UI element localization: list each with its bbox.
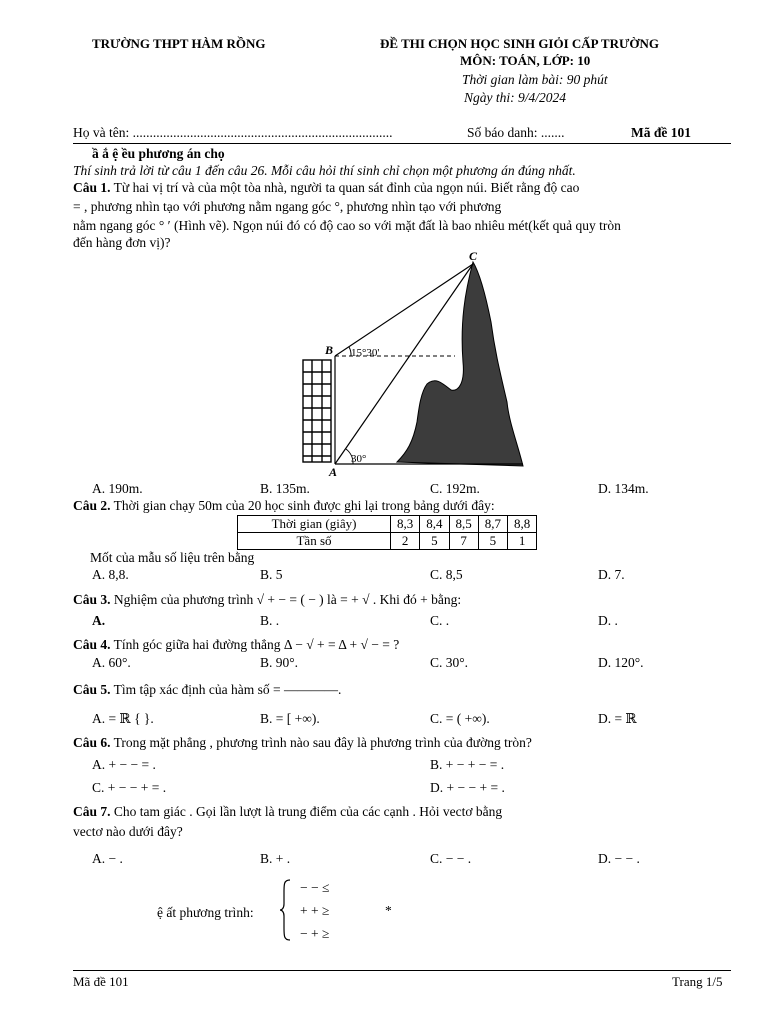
- q6-option-a[interactable]: A. + − − = .: [92, 757, 156, 772]
- table-cell: 5: [478, 533, 507, 550]
- table-row: [238, 516, 537, 533]
- divider-top: [73, 143, 731, 144]
- q1-option-c[interactable]: C. 192m.: [430, 481, 480, 496]
- q1-line3: nằm ngang góc ° ′ (Hình vẽ). Ngọn núi đó có độ cao so với mặt đất là bao nhiêu mét(kết quả quy tròn: [73, 218, 621, 233]
- q8-system-line2: + + ≥: [300, 903, 330, 918]
- q2-table: [237, 515, 537, 550]
- q6-option-b[interactable]: B. + − + − = .: [430, 757, 505, 772]
- q3-option-b[interactable]: B. .: [260, 613, 280, 628]
- q8-star: *: [385, 903, 392, 918]
- name-field-label: Họ và tên: .............................................................................: [73, 125, 393, 140]
- q5-option-d[interactable]: D. = ℝ: [598, 711, 637, 726]
- exam-date: Ngày thi: 9/4/2024: [464, 90, 566, 105]
- table-cell: 5: [420, 533, 449, 550]
- q2-option-c[interactable]: C. 8,5: [430, 567, 463, 582]
- q7-option-a[interactable]: A. − .: [92, 851, 123, 866]
- q7-line2: vectơ nào dưới đây?: [73, 824, 183, 839]
- q1-option-b[interactable]: B. 135m.: [260, 481, 310, 496]
- q4-text: Câu 4. Tính góc giữa hai đường thẳng Δ − √ + = Δ + √ − = ?: [73, 637, 400, 652]
- q3-option-d[interactable]: D. .: [598, 613, 618, 628]
- q1-option-a[interactable]: A. 190m.: [92, 481, 143, 496]
- table-cell: 8,8: [508, 516, 537, 533]
- section-title: ầ ắ ệ ều phương án chọ: [92, 146, 225, 161]
- q7-line1: Câu 7. Cho tam giác . Gọi lần lượt là trung điểm của các cạnh . Hỏi vectơ bằng: [73, 804, 503, 819]
- table-cell: 8,5: [449, 516, 478, 533]
- table-cell: 1: [508, 533, 537, 550]
- q2-option-a[interactable]: A. 8,8.: [92, 567, 129, 582]
- label-b: B: [325, 343, 334, 357]
- q7-option-c[interactable]: C. − − .: [430, 851, 472, 866]
- q1-option-d[interactable]: D. 134m.: [598, 481, 649, 496]
- exam-code: Mã đề 101: [631, 125, 691, 140]
- table-cell: 8,4: [420, 516, 449, 533]
- q6-text: Câu 6. Trong mặt phẳng , phương trình nào sau đây là phương trình của đường tròn?: [73, 735, 532, 750]
- table-cell: 7: [449, 533, 478, 550]
- footer-code: Mã đề 101: [73, 974, 129, 989]
- q1-line4: đến hàng đơn vị)?: [73, 235, 171, 250]
- q4-option-c[interactable]: C. 30°.: [430, 655, 469, 670]
- table-cell: 8,3: [391, 516, 420, 533]
- table-row: [238, 533, 537, 550]
- table-cell: Thời gian (giây): [238, 516, 391, 533]
- mountain-shape: [397, 262, 523, 466]
- q4-option-b[interactable]: B. 90°.: [260, 655, 299, 670]
- q2-option-d[interactable]: D. 7.: [598, 567, 625, 582]
- q8-system-line1: − − ≤: [300, 880, 330, 895]
- label-c: C: [469, 252, 478, 263]
- q7-option-d[interactable]: D. − − .: [598, 851, 640, 866]
- q1-line1: Câu 1. Từ hai vị trí và của một tòa nhà, người ta quan sát đỉnh của ngọn núi. Biết rằng độ cao: [73, 180, 580, 195]
- q6-option-c[interactable]: C. + − − + = .: [92, 780, 167, 795]
- section-instruction: Thí sinh trả lời từ câu 1 đến câu 26. Mỗi câu hỏi thí sinh chỉ chọn một phương án đúng nhất.: [73, 163, 576, 178]
- q3-option-a[interactable]: A.: [92, 613, 106, 628]
- q5-option-c[interactable]: C. = ( +∞).: [430, 711, 490, 726]
- sbd-field-label: Số báo danh: .......: [467, 125, 565, 140]
- q3-option-c[interactable]: C. .: [430, 613, 450, 628]
- table-cell: 8,7: [478, 516, 507, 533]
- angle-top-label: 15°30': [351, 347, 380, 359]
- exam-time: Thời gian làm bài: 90 phút: [462, 72, 608, 87]
- q2-text: Câu 2. Thời gian chạy 50m của 20 học sinh được ghi lại trong bảng dưới đây:: [73, 498, 495, 513]
- school-name: TRƯỜNG THPT HÀM RỒNG: [92, 36, 266, 51]
- brace-icon: [280, 878, 292, 942]
- divider-bottom: [73, 970, 731, 971]
- angle-bottom-label: 30°: [351, 453, 367, 465]
- table-cell: 2: [391, 533, 420, 550]
- footer-page: Trang 1/5: [672, 974, 723, 989]
- q5-option-a[interactable]: A. = ℝ { }.: [92, 711, 154, 726]
- exam-subject: MÔN: TOÁN, LỚP: 10: [460, 53, 591, 68]
- q2-option-b[interactable]: B. 5: [260, 567, 283, 582]
- q8-system-line3: − + ≥: [300, 926, 330, 941]
- q2-subtext: Mốt của mẫu số liệu trên bằng: [90, 550, 255, 565]
- label-a: A: [329, 465, 338, 477]
- q6-option-d[interactable]: D. + − − + = .: [430, 780, 505, 795]
- exam-title: ĐỀ THI CHỌN HỌC SINH GIỎI CẤP TRƯỜNG: [380, 36, 659, 51]
- q4-option-a[interactable]: A. 60°.: [92, 655, 131, 670]
- building: [303, 360, 331, 462]
- q1-line2: = , phương nhìn tạo với phương nằm ngang góc °, phương nhìn tạo với phương: [73, 199, 502, 214]
- q4-option-d[interactable]: D. 120°.: [598, 655, 644, 670]
- table-cell: Tần số: [238, 533, 391, 550]
- q3-text: Câu 3. Nghiệm của phương trình √ + − = ( − ) là = + √ . Khi đó + bằng:: [73, 592, 462, 607]
- q5-option-b[interactable]: B. = [ +∞).: [260, 711, 320, 726]
- q7-option-b[interactable]: B. + .: [260, 851, 291, 866]
- q8-text: ệ ất phương trình:: [157, 905, 254, 920]
- q1-figure: [295, 252, 535, 477]
- q5-text: Câu 5. Tìm tập xác định của hàm số = ――――.: [73, 682, 342, 697]
